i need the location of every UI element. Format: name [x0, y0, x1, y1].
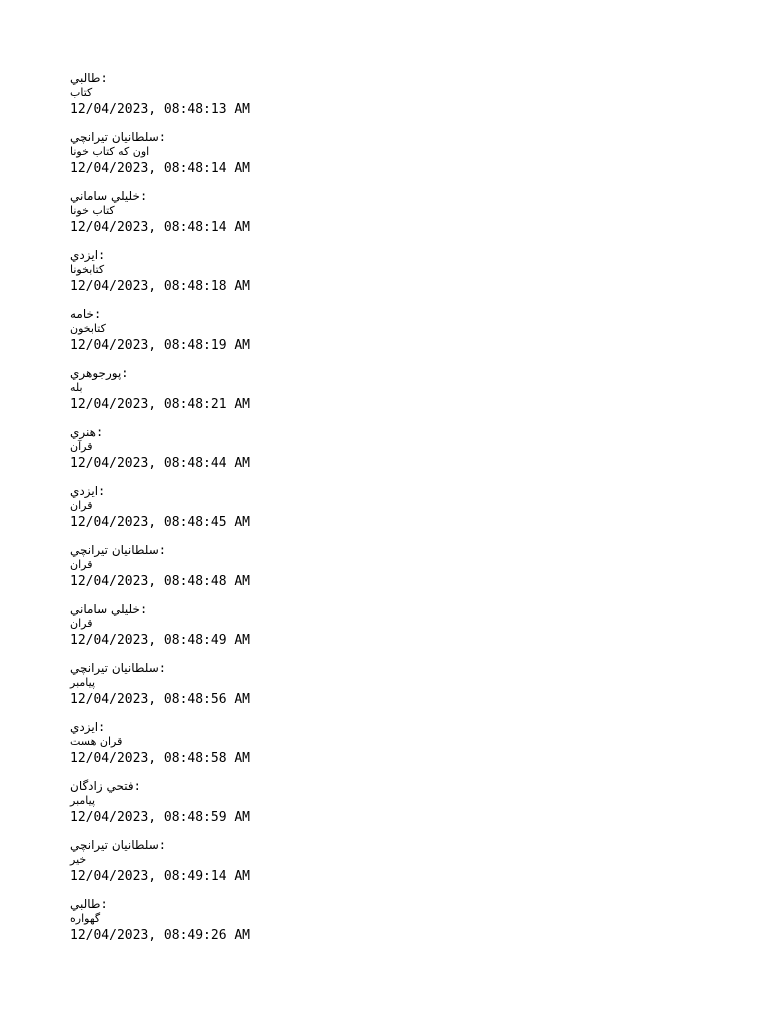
message-text: قران	[70, 617, 93, 630]
chat-transcript	[70, 70, 710, 955]
sender-line	[70, 542, 166, 558]
message-entry	[70, 660, 710, 719]
sender-line	[70, 424, 103, 440]
sender-colon: :	[133, 779, 141, 793]
message-entry	[70, 129, 710, 188]
message-text: اون که کتاب خونا	[70, 145, 150, 158]
message-timestamp: 12/04/2023, 08:48:59 AM	[70, 810, 251, 825]
sender-name: خليلي ساماني	[70, 602, 140, 616]
sender-colon: :	[98, 484, 106, 498]
message-timestamp: 12/04/2023, 08:48:44 AM	[70, 456, 251, 471]
message-entry	[70, 896, 710, 955]
message-entry	[70, 188, 710, 247]
message-text: پيامبر	[70, 676, 96, 689]
sender-name: طالبي	[70, 897, 101, 911]
sender-colon: :	[158, 543, 167, 557]
message-entry	[70, 247, 710, 306]
sender-colon: :	[139, 602, 148, 616]
message-text: کتاب خونا	[70, 204, 115, 217]
message-entry	[70, 70, 710, 129]
sender-name: ايزدي	[70, 484, 99, 498]
message-timestamp: 12/04/2023, 08:48:18 AM	[70, 279, 251, 294]
sender-colon: :	[98, 248, 106, 262]
message-entry	[70, 837, 710, 896]
message-timestamp: 12/04/2023, 08:48:49 AM	[70, 633, 251, 648]
sender-name: ايزدي	[70, 720, 99, 734]
sender-colon: :	[158, 661, 167, 675]
message-text: خير	[70, 853, 87, 866]
sender-name: سلطانيان تيرانچي	[70, 661, 159, 675]
sender-line	[70, 778, 141, 794]
message-text: قرآن	[70, 440, 93, 453]
message-text: قران	[70, 499, 93, 512]
message-entry	[70, 719, 710, 778]
message-entry	[70, 483, 710, 542]
sender-name: خامه	[70, 307, 94, 321]
message-timestamp: 12/04/2023, 08:48:19 AM	[70, 338, 251, 353]
sender-line	[70, 837, 166, 853]
message-text: قران	[70, 558, 93, 571]
message-timestamp: 12/04/2023, 08:48:58 AM	[70, 751, 251, 766]
message-text: بله	[70, 381, 83, 394]
sender-colon: :	[158, 838, 167, 852]
sender-name: طالبي	[70, 71, 101, 85]
message-entry	[70, 778, 710, 837]
message-timestamp: 12/04/2023, 08:49:26 AM	[70, 928, 251, 943]
sender-name: فتحي زادگان	[70, 779, 134, 793]
sender-line	[70, 719, 105, 735]
message-text: پيامبر	[70, 794, 96, 807]
message-timestamp: 12/04/2023, 08:48:14 AM	[70, 161, 251, 176]
message-timestamp: 12/04/2023, 08:48:48 AM	[70, 574, 251, 589]
sender-name: پورجوهري	[70, 366, 122, 380]
message-entry	[70, 365, 710, 424]
message-text: قران هست	[70, 735, 123, 748]
sender-line	[70, 188, 147, 204]
message-text: گهواره	[70, 912, 101, 925]
sender-name: خليلي ساماني	[70, 189, 140, 203]
message-timestamp: 12/04/2023, 08:48:14 AM	[70, 220, 251, 235]
message-entry	[70, 424, 710, 483]
sender-line	[70, 70, 108, 86]
message-entry	[70, 306, 710, 365]
message-entry	[70, 542, 710, 601]
sender-colon: :	[93, 307, 102, 321]
sender-line	[70, 247, 105, 263]
sender-colon: :	[121, 366, 129, 380]
sender-colon: :	[139, 189, 148, 203]
sender-line	[70, 129, 166, 145]
sender-line	[70, 896, 108, 912]
message-text: کتاب	[70, 86, 93, 99]
sender-name: هنري	[70, 425, 96, 439]
message-entry	[70, 601, 710, 660]
sender-name: سلطانيان تيرانچي	[70, 130, 159, 144]
sender-colon: :	[158, 130, 167, 144]
sender-line	[70, 601, 147, 617]
message-timestamp: 12/04/2023, 08:48:21 AM	[70, 397, 251, 412]
message-timestamp: 12/04/2023, 08:48:13 AM	[70, 102, 251, 117]
sender-colon: :	[100, 897, 108, 911]
sender-line	[70, 660, 166, 676]
message-text: کتابخونا	[70, 263, 105, 276]
message-timestamp: 12/04/2023, 08:48:56 AM	[70, 692, 251, 707]
sender-colon: :	[100, 71, 108, 85]
sender-line	[70, 483, 105, 499]
sender-colon: :	[98, 720, 106, 734]
sender-name: سلطانيان تيرانچي	[70, 543, 159, 557]
message-text: کتابخون	[70, 322, 106, 335]
sender-line	[70, 365, 129, 381]
sender-name: ايزدي	[70, 248, 99, 262]
sender-name: سلطانيان تيرانچي	[70, 838, 159, 852]
message-timestamp: 12/04/2023, 08:48:45 AM	[70, 515, 251, 530]
message-timestamp: 12/04/2023, 08:49:14 AM	[70, 869, 251, 884]
sender-line	[70, 306, 101, 322]
sender-colon: :	[95, 425, 104, 439]
